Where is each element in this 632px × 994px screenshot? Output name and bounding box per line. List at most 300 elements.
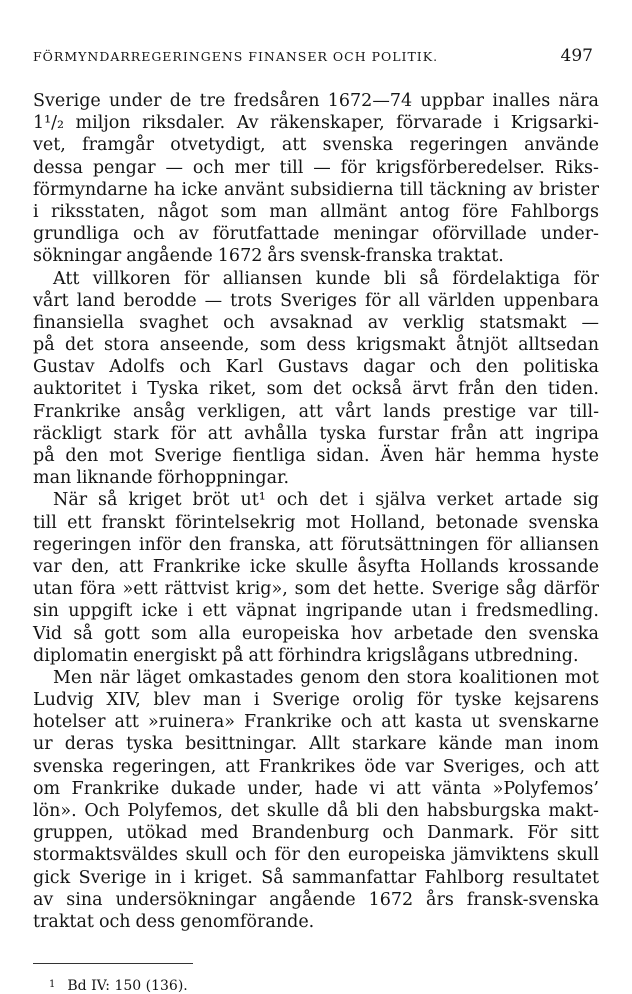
word: i <box>180 867 186 888</box>
word: att <box>574 756 599 777</box>
word: Tyska <box>147 379 199 400</box>
word: betonade <box>435 512 519 533</box>
word: kände <box>438 734 493 755</box>
word: lön». <box>33 801 77 821</box>
word: av <box>178 224 199 245</box>
word: alliansen <box>222 268 303 289</box>
word: den <box>65 446 99 466</box>
word: mot <box>109 446 144 466</box>
word: att <box>308 534 334 555</box>
word: med <box>200 823 239 844</box>
word: förutsättningen <box>340 534 479 555</box>
word: 1¹/₂ <box>33 113 65 134</box>
word: krig», <box>235 579 288 600</box>
word: skulle <box>295 556 348 577</box>
word: Frankrike <box>33 401 121 422</box>
word: skull <box>185 845 228 866</box>
word: Sveriges, <box>442 756 526 777</box>
text-line <box>33 268 599 290</box>
word: tyske <box>454 690 502 711</box>
word: Men <box>53 667 93 688</box>
text-line <box>33 90 599 112</box>
word: franska, <box>229 534 302 555</box>
book-page <box>33 44 599 994</box>
word: för <box>573 268 599 289</box>
text-line <box>33 378 599 400</box>
word: och <box>179 357 212 378</box>
word: dess <box>306 335 346 356</box>
word: uppgift <box>68 601 133 622</box>
word: kejsarens <box>514 690 599 711</box>
word: grundliga <box>33 224 120 245</box>
word: var <box>528 401 558 422</box>
word: anseende, <box>159 335 250 356</box>
word: trots <box>230 290 273 311</box>
word: och <box>98 911 131 932</box>
word: man <box>33 468 72 489</box>
word: Gustavs <box>277 357 349 378</box>
text-line <box>33 467 599 489</box>
word: sig <box>573 490 599 511</box>
word: avhålla <box>243 423 308 444</box>
word: förhindra <box>277 645 362 666</box>
word: kunde <box>315 268 371 289</box>
word: prestige <box>443 401 517 422</box>
word: från <box>450 423 488 444</box>
word: — <box>313 157 331 178</box>
word: använde <box>524 135 599 156</box>
word: därför <box>543 579 599 600</box>
word: att <box>396 778 421 799</box>
word: För <box>527 823 558 844</box>
word: dagar <box>363 357 415 378</box>
word: svenska <box>322 135 394 156</box>
word: genomförande. <box>180 911 315 932</box>
word: svenska <box>528 512 599 533</box>
word: så <box>98 490 118 511</box>
word: 1672 <box>368 889 414 910</box>
word: fredsåren <box>233 91 320 111</box>
word: på <box>33 335 55 356</box>
word: antog <box>399 201 450 222</box>
word: utan <box>33 579 74 600</box>
word: uppbar <box>420 91 485 111</box>
text-line <box>33 911 599 933</box>
word: liknande <box>76 468 153 489</box>
word: Hollands <box>419 556 499 577</box>
word: ärvt <box>412 379 448 400</box>
text-line <box>33 223 599 245</box>
word: mer <box>234 157 270 178</box>
word: finansiella <box>33 312 125 333</box>
word: — <box>165 157 184 178</box>
word: till <box>399 179 424 200</box>
word: här <box>434 446 465 466</box>
word: Gustav <box>33 357 95 378</box>
word: kriget <box>128 490 182 511</box>
word: alliansen <box>519 534 599 555</box>
word: den <box>386 801 420 821</box>
word: något <box>157 201 209 222</box>
text-line <box>33 645 599 667</box>
word: Vid <box>33 623 63 644</box>
word: ansåg <box>132 401 186 422</box>
word: dessa <box>33 157 83 178</box>
text-line <box>33 489 599 511</box>
word: då <box>326 801 349 821</box>
word: statsmakt <box>479 312 567 333</box>
word: berodde <box>123 290 197 311</box>
word: i <box>358 490 365 511</box>
word: som <box>220 201 257 222</box>
word: 1672—74 <box>327 91 413 111</box>
word: ingripande <box>305 601 403 622</box>
word: kriget. <box>194 867 253 888</box>
word: icke <box>141 601 178 622</box>
word: europeiska <box>241 623 340 644</box>
text-line <box>33 733 599 755</box>
word: stora <box>103 335 150 356</box>
word: verket <box>436 490 494 511</box>
word: att <box>381 712 406 733</box>
word: års <box>426 889 454 910</box>
word: habsburgska <box>426 801 541 821</box>
word: otvetydigt, <box>170 135 266 156</box>
word: traktat. <box>437 246 504 267</box>
word: sökningar <box>33 246 122 267</box>
text-line <box>33 778 599 800</box>
page-number: 497 <box>560 46 593 66</box>
word: när <box>99 667 130 688</box>
word: räckligt <box>33 423 102 444</box>
word: arbetade <box>393 623 474 644</box>
word: riksstaten, <box>51 201 146 222</box>
word: energiskt <box>133 645 217 666</box>
word: i <box>131 379 138 400</box>
word: orolig <box>352 690 405 711</box>
word: furstar <box>378 423 439 444</box>
word: hade <box>314 778 358 799</box>
word: att <box>207 423 233 444</box>
word: Även <box>380 446 424 466</box>
word: under- <box>540 224 599 245</box>
word: den <box>307 845 341 866</box>
word: det <box>337 579 367 600</box>
word: täckning <box>429 179 507 200</box>
word: »ett <box>122 579 158 600</box>
word: Fahlborg <box>424 867 505 888</box>
word: land <box>76 290 116 311</box>
footnote-divider <box>33 963 193 964</box>
text-line <box>33 423 599 445</box>
word: all <box>398 290 421 311</box>
word: rättvist <box>164 579 229 600</box>
word: gott <box>104 623 140 644</box>
word: sammanfattar <box>292 867 417 888</box>
text-line <box>33 356 599 378</box>
word: att <box>248 645 273 666</box>
text-line <box>33 157 599 179</box>
text-line <box>33 822 599 844</box>
word: man <box>203 690 242 711</box>
word: man <box>504 734 543 755</box>
word: förmyndarne <box>33 179 148 200</box>
word: för <box>340 157 366 178</box>
word: använt <box>223 179 285 200</box>
word: jämviktens <box>453 845 550 866</box>
word: Sveriges <box>280 290 357 311</box>
text-line <box>33 290 599 312</box>
word: skulle <box>266 801 320 821</box>
word: dukade <box>170 778 236 799</box>
word: uppenbara <box>503 290 599 311</box>
word: den <box>188 534 222 555</box>
word: under, <box>247 778 304 799</box>
word: verklig <box>402 312 465 333</box>
word: inför <box>138 534 182 555</box>
word: Polyfemos, <box>127 801 223 821</box>
word: sitt <box>570 823 599 844</box>
word: hyste <box>551 446 599 466</box>
word: förintelsekrig <box>175 512 296 533</box>
word: tre <box>199 91 226 111</box>
text-line <box>33 245 599 267</box>
word: den <box>504 379 538 400</box>
word: man <box>269 201 308 222</box>
word: riksdaler. <box>142 113 226 134</box>
word: att <box>118 556 144 577</box>
word: framgår <box>82 135 154 156</box>
word: Frankrikes <box>258 756 356 777</box>
word: Så <box>261 867 284 888</box>
body-text <box>33 90 599 933</box>
word: pengar <box>92 157 156 178</box>
word: utan <box>411 601 452 622</box>
word: verkligen, <box>197 401 287 422</box>
word: på <box>33 446 55 466</box>
word: om <box>33 778 61 799</box>
word: krigsförberedelser. <box>375 157 545 178</box>
word: 1672 <box>217 246 263 267</box>
text-line <box>33 534 599 556</box>
word: blev <box>153 690 191 711</box>
word: besittningar. <box>185 734 298 755</box>
word: i <box>187 601 193 622</box>
text-line <box>33 179 599 201</box>
word: som <box>294 579 331 600</box>
word: att <box>499 423 524 444</box>
word: och <box>133 224 165 245</box>
word: som <box>266 379 303 400</box>
word: omkastades <box>188 667 294 688</box>
word: ur <box>33 734 53 755</box>
word: ett <box>202 601 227 622</box>
word: Riks- <box>554 157 599 178</box>
word: inalles <box>492 91 551 111</box>
word: hov <box>350 623 383 644</box>
word: tyska <box>126 734 174 755</box>
word: vårt <box>335 401 372 422</box>
word: svenska <box>528 623 599 644</box>
word: meningar <box>333 224 419 245</box>
word: stormaktsväldes <box>33 845 179 866</box>
word: brister <box>539 179 599 200</box>
word: gick <box>33 867 71 888</box>
word: vårt <box>33 290 69 311</box>
word: för <box>364 290 391 311</box>
word: artade <box>504 490 563 511</box>
text-line <box>33 112 599 134</box>
text-line <box>33 134 599 156</box>
word: oförvillade <box>432 224 527 245</box>
word: den, <box>71 556 110 577</box>
word: starkare <box>352 734 427 755</box>
word: förutfattade <box>212 224 320 245</box>
word: som <box>151 623 188 644</box>
word: koalitionen <box>459 667 558 688</box>
word: vi <box>369 778 385 799</box>
word: Krigsarki- <box>510 113 599 134</box>
text-line <box>33 711 599 733</box>
word: svaghet <box>139 312 209 333</box>
word: också <box>351 379 403 400</box>
word: franskt <box>101 512 165 533</box>
word: utökad <box>126 823 188 844</box>
text-line <box>33 667 599 689</box>
word: till <box>279 157 304 178</box>
word: Holland, <box>350 512 426 533</box>
word: och <box>382 823 414 844</box>
word: Ludvig <box>33 690 94 711</box>
word: det <box>65 335 94 356</box>
footnote-mark: 1 <box>49 979 56 991</box>
word: Sverige <box>431 579 500 600</box>
word: bröt <box>192 490 230 511</box>
word: det <box>230 801 260 821</box>
word: miljon <box>75 113 131 134</box>
word: som <box>259 335 296 356</box>
word: öde <box>364 756 397 777</box>
word: lands <box>383 401 431 422</box>
word: för <box>183 268 210 289</box>
word: deras <box>64 734 115 755</box>
word: subsidierna <box>290 179 394 200</box>
word: Fahlborgs <box>510 201 599 222</box>
word: krossande <box>508 556 599 577</box>
word: så <box>419 268 439 289</box>
word: och <box>192 157 225 178</box>
text-line <box>33 312 599 334</box>
word: När <box>53 490 88 511</box>
word: Att <box>53 268 80 289</box>
word: åsyfta <box>357 556 411 577</box>
word: Adolfs <box>109 357 165 378</box>
word: Sverige <box>272 690 340 711</box>
word: åtnjöt <box>455 335 508 356</box>
word: skull <box>556 845 599 866</box>
word: undersökningar <box>115 889 257 910</box>
word: inom <box>554 734 599 755</box>
word: krigslågans <box>366 645 470 666</box>
text-line <box>33 578 599 600</box>
word: dess <box>135 911 176 932</box>
word: icke <box>249 556 287 577</box>
word: — <box>204 290 223 311</box>
word: förvarade <box>396 113 483 134</box>
word: ett <box>67 512 92 533</box>
word: traktat <box>33 911 94 932</box>
word: allmänt <box>319 201 387 222</box>
word: förhoppningar. <box>157 468 290 489</box>
text-line <box>33 401 599 423</box>
word: bli <box>356 801 379 821</box>
word: ingripa <box>535 423 599 444</box>
word: för <box>486 534 512 555</box>
word: att <box>225 756 250 777</box>
text-line <box>33 844 599 866</box>
word: svenskarne <box>498 712 599 733</box>
word: alla <box>198 623 231 644</box>
word: i <box>253 690 260 711</box>
word: tyska <box>319 423 367 444</box>
word: räkenskaper, <box>270 113 385 134</box>
word: stark <box>113 423 159 444</box>
word: avsaknad <box>269 312 353 333</box>
word: att <box>281 135 307 156</box>
word: Sverige <box>154 446 222 466</box>
word: regeringen <box>33 534 132 555</box>
word: själva <box>375 490 427 511</box>
word: XIV, <box>106 690 141 711</box>
word: den <box>475 357 509 378</box>
word: och <box>223 312 255 333</box>
word: europeiska <box>347 845 446 866</box>
text-line <box>33 689 599 711</box>
word: det <box>319 490 348 511</box>
word: fördelaktiga <box>452 268 561 289</box>
word: in <box>154 867 172 888</box>
word: angående <box>269 889 356 910</box>
word: för <box>274 845 300 866</box>
word: föra <box>79 579 116 600</box>
word: att <box>298 401 324 422</box>
word: politiska <box>523 357 599 378</box>
word: hemma <box>475 446 541 466</box>
word: i <box>493 113 500 134</box>
word: Och <box>84 801 120 821</box>
word: under <box>109 91 162 111</box>
text-line <box>33 334 599 356</box>
word: till- <box>569 401 599 422</box>
word: ut¹ <box>240 490 266 511</box>
word: den <box>484 623 518 644</box>
word: Sverige <box>78 867 147 888</box>
word: och <box>429 357 462 378</box>
text-line <box>33 201 599 223</box>
word: Karl <box>225 357 264 378</box>
word: utbredning. <box>474 645 579 666</box>
word: bli <box>383 268 407 289</box>
word: ha <box>153 179 176 200</box>
word: det <box>312 379 342 400</box>
word: av <box>512 179 534 200</box>
word: diplomatin <box>33 645 129 666</box>
word: Brandenburg <box>251 823 370 844</box>
text-line <box>33 512 599 534</box>
word: så <box>73 623 93 644</box>
word: regeringen, <box>112 756 217 777</box>
text-line <box>33 623 599 645</box>
